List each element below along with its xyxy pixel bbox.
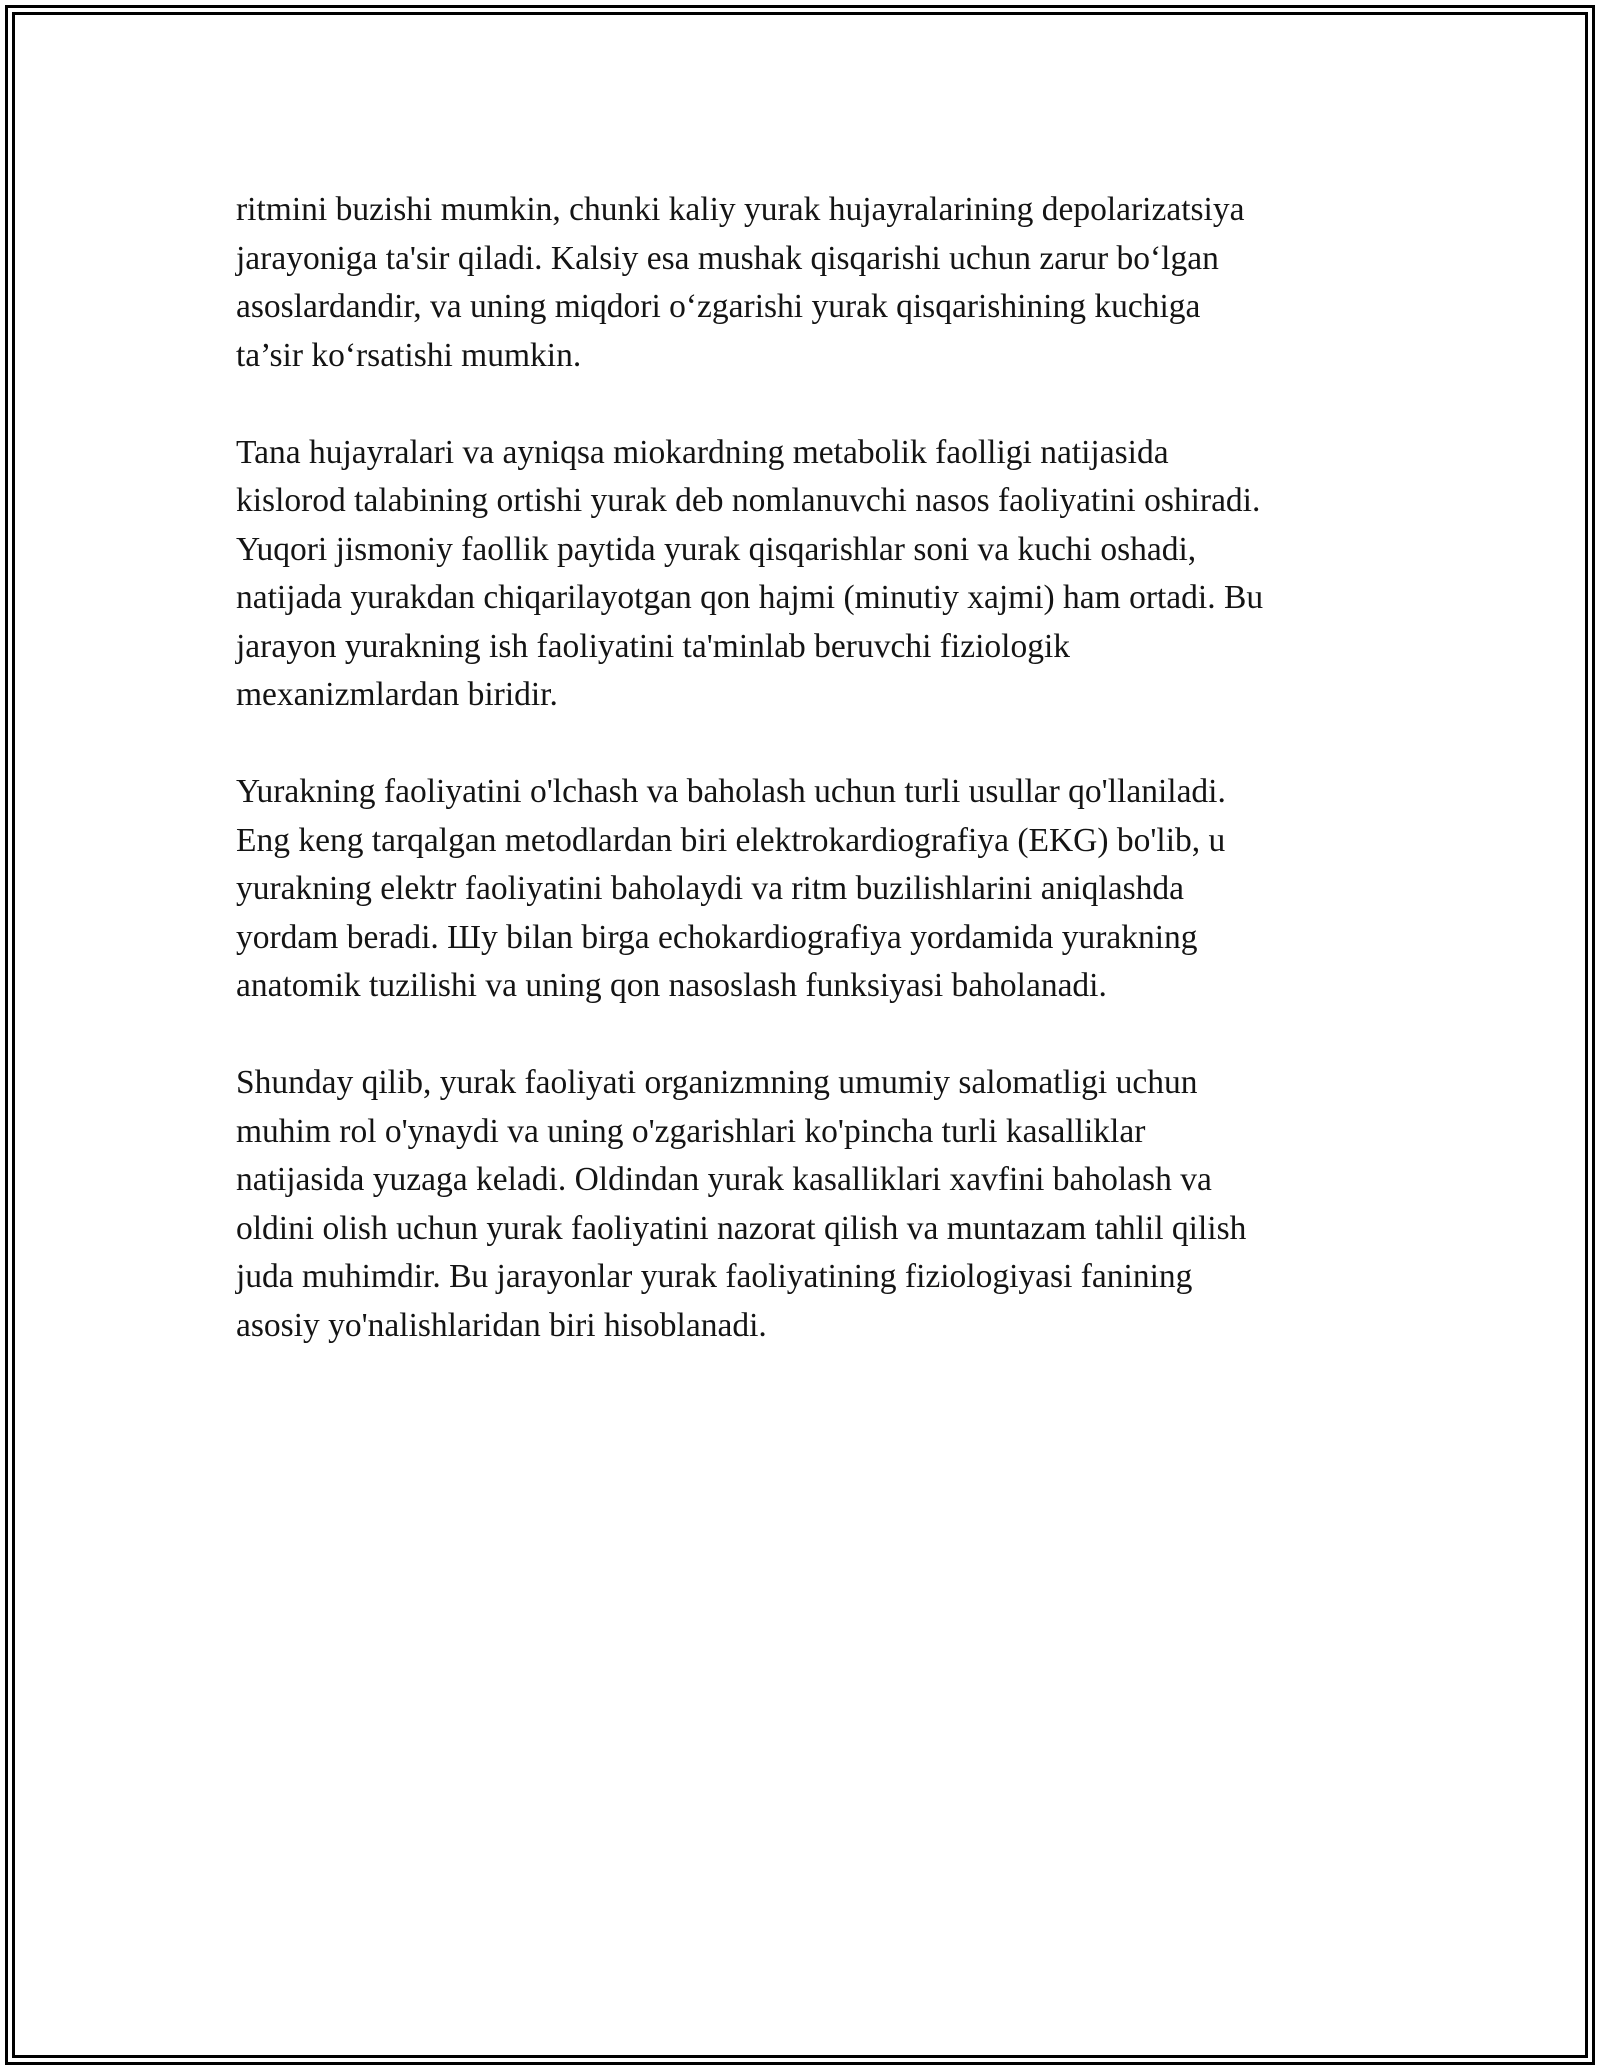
paragraph-1: [236, 186, 1366, 380]
text-line: Yuqori jismoniy faollik paytida yurak qisqarishlar soni va kuchi oshadi,: [236, 530, 1197, 568]
text-line: oldini olish uchun yurak faoliyatini nazorat qilish va muntazam tahlil qilish: [236, 1209, 1247, 1247]
paragraph-2: [236, 429, 1366, 720]
text-line: asosiy yo'nalishlaridan biri hisoblanadi.: [236, 1306, 767, 1344]
text-line: Shunday qilib, yurak faoliyati organizmning umumiy salomatligi uchun: [236, 1064, 1198, 1101]
text-line: anatomik tuzilishi va uning qon nasoslash funksiyasi baholanadi.: [236, 967, 1107, 1004]
text-line: juda muhimdir. Bu jarayonlar yurak faoliyatining fiziologiyasi fanining: [236, 1258, 1193, 1295]
text-line: Tana hujayralari va ayniqsa miokardning metabolik faolligi natijasida: [236, 433, 1169, 471]
text-line: yordam beradi. Шу bilan birga echokardiografiya yordamida yurakning: [236, 918, 1198, 956]
text-line: yurakning elektr faoliyatini baholaydi va ritm buzilishlarini aniqlashda: [236, 870, 1184, 907]
text-line: ritmini buzishi mumkin, chunki kaliy yurak hujayralarining depolarizatsiya: [236, 191, 1245, 228]
document-body: [236, 186, 1366, 1399]
text-line: mexanizmlardan biridir.: [236, 676, 558, 713]
paragraph-3: [236, 768, 1366, 1011]
text-line: kislorod talabining ortishi yurak deb nomlanuvchi nasos faoliyatini oshiradi.: [236, 482, 1261, 519]
text-line: jarayoniga ta'sir qiladi. Kalsiy esa mushak qisqarishi uchun zarur bo‘lgan: [236, 239, 1219, 277]
text-line: natijasida yuzaga keladi. Oldindan yurak kasalliklari xavfini baholash va: [236, 1161, 1212, 1198]
text-line: asoslardandir, va uning miqdori o‘zgarishi yurak qisqarishining kuchiga: [236, 288, 1201, 325]
text-line: ta’sir ko‘rsatishi mumkin.: [236, 336, 582, 374]
text-line: Eng keng tarqalgan metodlardan biri elektrokardiografiya (EKG) bo'lib, u: [236, 821, 1226, 859]
text-line: jarayon yurakning ish faoliyatini ta'minlab beruvchi fiziologik: [236, 627, 1071, 665]
paragraph-4: [236, 1059, 1366, 1350]
text-line: muhim rol o'ynaydi va uning o'zgarishlari ko'pincha turli kasalliklar: [236, 1112, 1146, 1150]
text-line: Yurakning faoliyatini o'lchash va baholash uchun turli usullar qo'llaniladi.: [236, 773, 1226, 810]
text-line: natijada yurakdan chiqarilayotgan qon hajmi (minutiy xajmi) ham ortadi. Bu: [236, 579, 1264, 616]
